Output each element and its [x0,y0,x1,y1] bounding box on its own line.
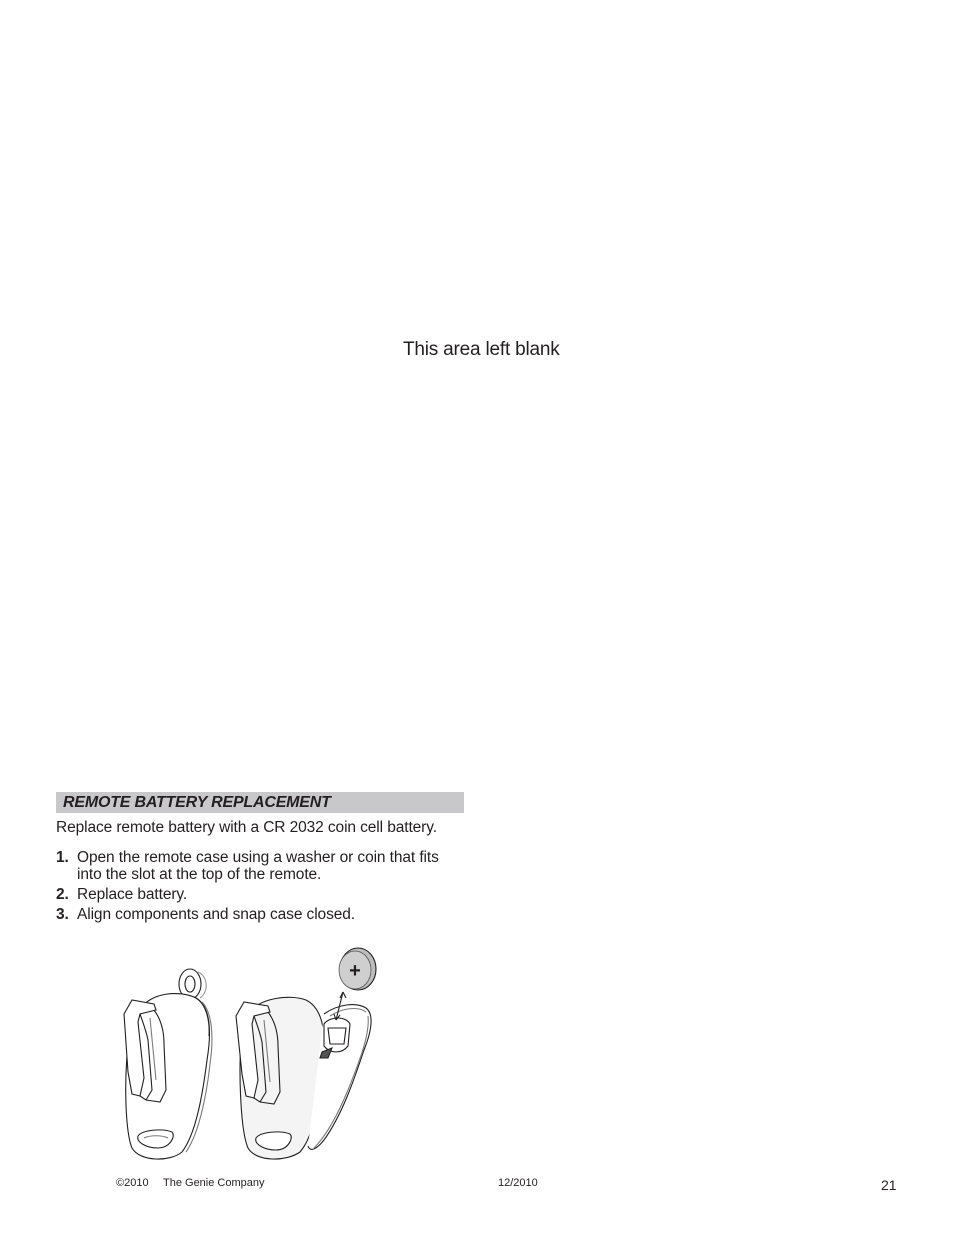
blank-area-note: This area left blank [403,339,560,360]
step-number: 3. [56,906,69,923]
step-item [56,849,464,883]
step-text: Open the remote case using a washer or coin that fits into the slot at the top of the remote. [77,849,439,883]
battery-plus-symbol: + [349,960,361,982]
footer-copyright: ©2010 [116,1177,149,1189]
steps-list [56,849,464,923]
coin-cell-battery-icon [339,948,376,990]
step-item [56,906,464,923]
section-intro: Replace remote battery with a CR 2032 coin cell battery. [56,819,437,836]
open-remote-icon [236,992,371,1159]
closed-remote-icon [124,969,212,1159]
step-number: 1. [56,849,69,866]
step-number: 2. [56,886,69,903]
page-number: 21 [881,1177,897,1193]
remote-battery-section [56,792,464,926]
footer-date: 12/2010 [498,1177,538,1189]
footer-company: The Genie Company [163,1177,265,1189]
section-title: REMOTE BATTERY REPLACEMENT [56,792,464,813]
step-text: Align components and snap case closed. [77,906,355,923]
step-item [56,886,464,903]
step-text: Replace battery. [77,886,188,903]
remote-illustration [110,940,400,1165]
